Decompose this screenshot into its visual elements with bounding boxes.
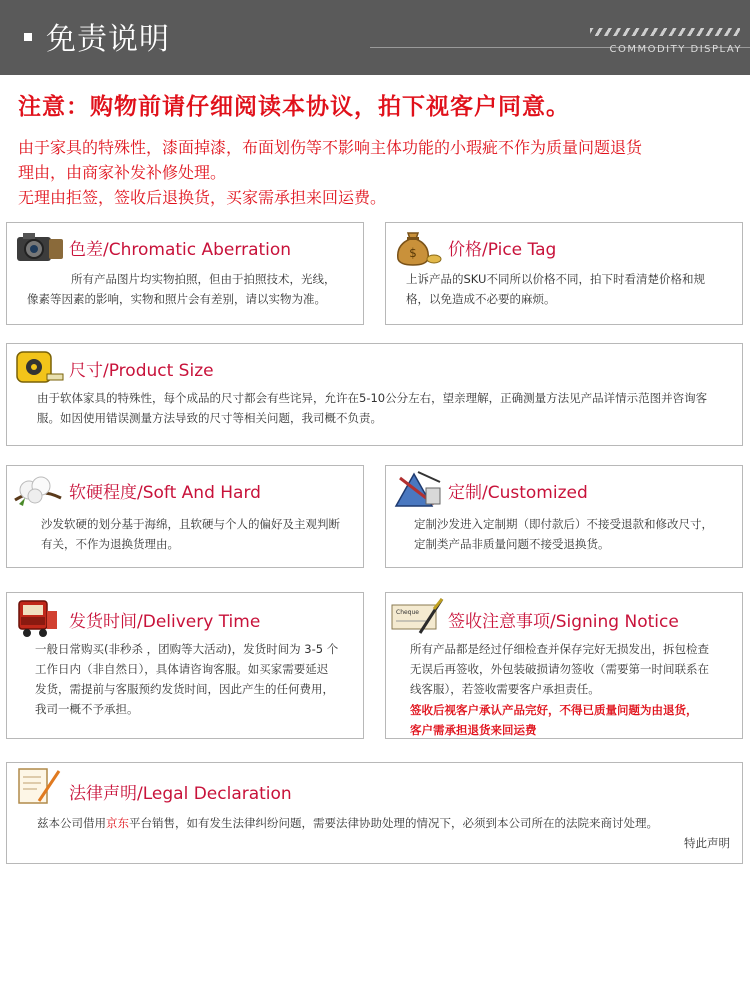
cotton-icon: [11, 468, 65, 510]
document-pen-icon: [11, 765, 65, 807]
card-text: 所有产品图片均实物拍照，但由于拍照技术，光线，: [71, 272, 336, 286]
card-text: 平台销售，如有发生法律纠纷问题，需要法律协助处理的情况下，必须到本公司所在的法院来商讨处理。: [129, 816, 658, 830]
platform-name: 京东: [106, 816, 129, 830]
card-body: [406, 269, 728, 309]
bullet-icon: [24, 33, 32, 41]
page-title-text: 免责说明: [46, 22, 170, 57]
card-text: 上诉产品的SKU不同所以价格不同，拍下时看清楚价格和规: [406, 272, 705, 286]
card-chromatic-aberration: [6, 222, 364, 325]
cheque-pen-icon: [390, 597, 444, 639]
card-text: 像素等因素的影响，实物和照片会有差别，请以实物为准。: [27, 292, 326, 306]
svg-text:$: $: [409, 246, 417, 260]
card-product-size: [6, 343, 743, 446]
card-text: 有关，不作为退换货理由。: [41, 537, 179, 551]
card-text: 兹本公司借用: [37, 816, 106, 830]
card-title: 法律声明/Legal Declaration: [69, 784, 292, 804]
card-title: 尺寸/Product Size: [69, 361, 214, 381]
card-text: 一般日常购买(非秒杀 ，团购等大活动)，发货时间为 3-5 个: [35, 642, 339, 656]
card-body: [41, 514, 349, 554]
card-warning-text: 客户需承担退货来回运费: [410, 723, 537, 737]
card-text: 所有产品都是经过仔细检查并保存完好无损发出，拆包检查: [410, 642, 709, 656]
card-title: 色差/Chromatic Aberration: [69, 240, 292, 260]
notice-main: 注意：购物前请仔细阅读本协议，拍下视客户同意。: [18, 94, 570, 120]
card-body: [414, 514, 728, 554]
stripe-decoration: [590, 28, 740, 36]
card-text: 服。如因使用错误测量方法导致的尺寸等相关问题，我司概不负责。: [37, 411, 382, 425]
card-body: [37, 813, 732, 833]
card-text: 格，以免造成不必要的麻烦。: [406, 292, 556, 306]
card-price-tag: [385, 222, 743, 325]
card-legal-declaration: [6, 762, 743, 864]
header-subtitle: COMMODITY DISPLAY: [609, 44, 742, 55]
card-title: 软硬程度/Soft And Hard: [69, 483, 261, 503]
card-delivery-time: [6, 592, 364, 739]
notice-line-2: 理由，由商家补发补修处理。: [18, 163, 227, 182]
card-body: [37, 388, 728, 428]
money-bag-icon: [390, 225, 444, 267]
camera-icon: [11, 225, 65, 267]
card-text: 我司一概不予承担。: [35, 702, 139, 716]
card-text: 发货，需提前与客服预约发货时间，因此产生的任何费用，: [35, 682, 334, 696]
card-soft-and-hard: [6, 465, 364, 568]
card-title: 定制/Customized: [448, 483, 588, 503]
design-tools-icon: [390, 468, 444, 510]
card-text: 由于软体家具的特殊性，每个成品的尺寸都会有些诧异，允许在5-10公分左右，望亲理解，正确测量方法见产品详情示范图并咨询客: [37, 391, 708, 405]
card-title: 签收注意事项/Signing Notice: [448, 612, 679, 632]
header-banner: [0, 0, 750, 75]
declaration-signature: 特此声明: [684, 836, 730, 850]
notice-block: [18, 88, 738, 210]
card-text: 定制沙发进入定制期（即付款后）不接受退款和修改尺寸，: [414, 517, 713, 531]
page-title: [24, 14, 170, 58]
notice-line-1: 由于家具的特殊性，漆面掉漆，布面划伤等不影响主体功能的小瑕疵不作为质量问题退货: [18, 138, 643, 157]
card-signing-notice: [385, 592, 743, 739]
card-title: 价格/Pice Tag: [448, 240, 557, 260]
card-body: [27, 269, 349, 309]
svg-text:Cheque: Cheque: [396, 609, 419, 616]
card-text: 定制类产品非质量问题不接受退换货。: [414, 537, 610, 551]
card-text: 工作日内（非自然日），具体请咨询客服。如买家需要延迟: [35, 662, 329, 676]
card-warning-text: 签收后视客户承认产品完好，不得已质量问题为由退货，: [410, 703, 698, 717]
card-text: 沙发软硬的划分基于海绵，且软硬与个人的偏好及主观判断: [41, 517, 340, 531]
card-text: 无误后再签收，外包装破损请勿签收（需要第一时间联系在: [410, 662, 709, 676]
tape-measure-icon: [11, 346, 65, 388]
truck-icon: [11, 597, 65, 639]
card-title: 发货时间/Delivery Time: [69, 612, 261, 632]
card-text: 线客服），若签收需要客户承担责任。: [410, 682, 600, 696]
notice-line-3: 无理由拒签，签收后退换货，买家需承担来回运费。: [18, 188, 387, 207]
card-body: [410, 639, 728, 740]
card-body: [35, 639, 349, 719]
card-customized: [385, 465, 743, 568]
